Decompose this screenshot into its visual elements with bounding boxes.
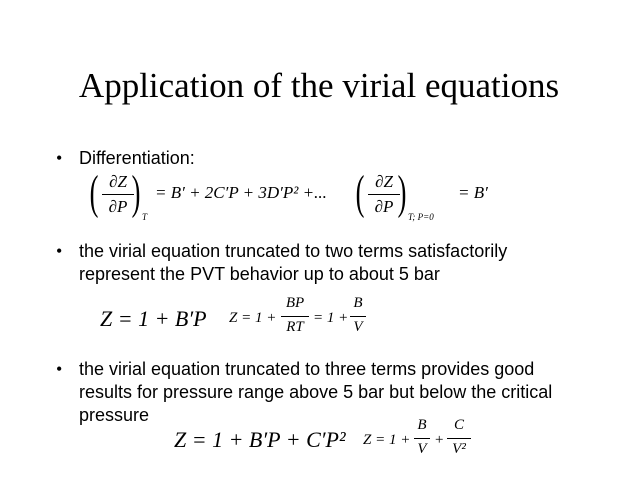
eq6-frac2-bar (447, 438, 471, 439)
eq2-numerator: ∂Z (375, 172, 393, 191)
eq2-denominator: ∂P (374, 197, 394, 216)
eq4-lhs: Z = 1 + (229, 310, 277, 326)
eq4-frac2-bar (350, 316, 366, 317)
eq1-rhs: = B′ + 2C′P + 3D′P² +... (155, 183, 327, 202)
slide-title: Application of the virial equations (78, 66, 560, 105)
bullet-3-line-1: the virial equation truncated to three terms provides good (79, 359, 535, 379)
bullet-1-text: Differentiation: (79, 148, 195, 168)
bullet-3-line-3: pressure (79, 405, 150, 425)
eq4-frac1-bar (281, 316, 309, 317)
eq6-frac1-denominator: V (417, 441, 427, 457)
eq6-plus: + (435, 432, 444, 448)
equation-three-term-pressure: Z = 1 + B′P + C′P² (174, 427, 346, 452)
eq4-frac1-denominator: RT (286, 319, 304, 335)
bullet-2-line-2: represent the PVT behavior up to about 5 bar (79, 264, 440, 284)
bullet-3-line-2: results for pressure range above 5 bar but below the critical (79, 382, 553, 402)
eq4-frac1-numerator: BP (285, 295, 305, 311)
eq4-mid: = 1 + (313, 310, 349, 326)
eq2-fraction-bar (368, 194, 400, 195)
bullet-marker: • (56, 359, 63, 379)
eq6-frac2-numerator: C (453, 417, 464, 433)
eq2-rhs: = B′ (458, 183, 488, 202)
left-paren: ( (355, 166, 365, 219)
eq6-frac1-numerator: B (417, 417, 427, 433)
eq2-subscript: T; P=0 (408, 212, 434, 222)
eq6-lhs: Z = 1 + (363, 432, 411, 448)
bullet-marker: • (56, 148, 63, 168)
left-paren: ( (89, 166, 99, 219)
right-paren: ) (397, 166, 407, 219)
eq4-frac2-denominator: V (353, 319, 363, 335)
eq1-fraction-bar (102, 194, 134, 195)
right-paren: ) (131, 166, 141, 219)
eq1-subscript: T (142, 212, 148, 222)
equation-two-term-pressure: Z = 1 + B′P (100, 306, 207, 331)
eq4-frac2-numerator: B (353, 295, 363, 311)
bullet-marker: • (56, 241, 63, 261)
eq1-numerator: ∂Z (109, 172, 127, 191)
bullet-2-line-1: the virial equation truncated to two terms satisfactorily (79, 241, 508, 261)
eq6-frac2-denominator: V² (452, 441, 466, 457)
eq1-denominator: ∂P (108, 197, 128, 216)
eq6-frac1-bar (414, 438, 430, 439)
